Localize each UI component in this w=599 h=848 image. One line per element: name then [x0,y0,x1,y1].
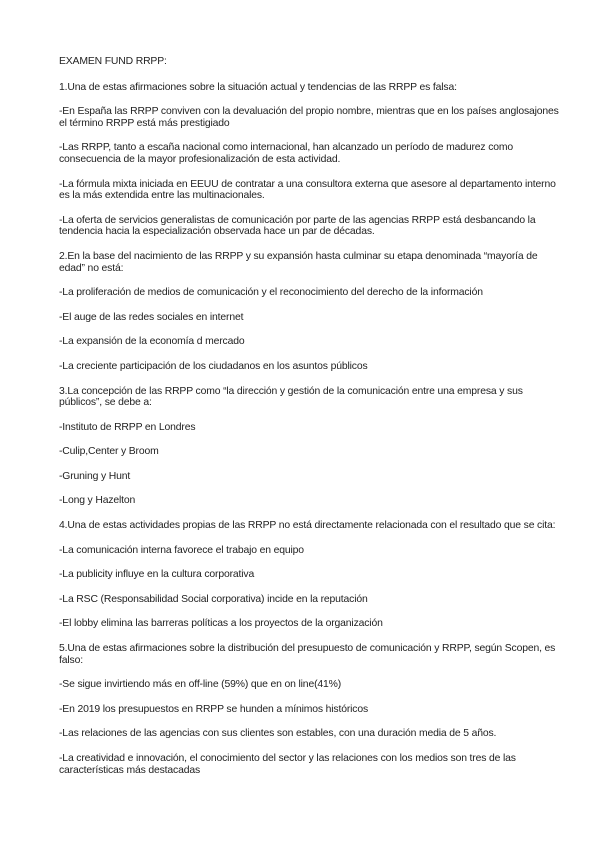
question-1-option-4: -La oferta de servicios generalistas de comunicación por parte de las agencias RRPP está desbancando la tendencia hacia la especialización observada hace un par de décadas. [59,214,536,238]
question-3-option-3: -Gruning y Hunt [59,470,131,482]
question-4-option-4: -El lobby elimina las barreras políticas a los proyectos de la organización [59,618,383,630]
question-1-option-3: -La fórmula mixta iniciada en EEUU de contratar a una consultora externa que asesore al departamento interno es la más extendida entre las multinacionales. [59,178,556,202]
question-5-option-1: -Se sigue invirtiendo más en off-line (59%) que en on line(41%) [59,679,342,691]
question-2-option-1: -La proliferación de medios de comunicación y el reconocimiento del derecho de la información [59,287,483,299]
question-1-option-1: -En España las RRPP conviven con la devaluación del propio nombre, mientras que en los países anglosajones el término RRPP está más prestigiado [59,106,559,129]
document-title: EXAMEN FUND RRPP: [59,56,167,67]
question-3-option-2: -Culip,Center y Broom [59,446,159,458]
question-5: 5.Una de estas afirmaciones sobre la distribución del presupuesto de comunicación y RRPP, según Scopen, es falso: [59,643,556,666]
question-4-option-3: -La RSC (Responsabilidad Social corporativa) incide en la reputación [59,593,368,605]
question-2-option-3: -La expansión de la economía d mercado [59,336,245,348]
question-2-option-4: -La creciente participación de los ciudadanos en los asuntos públicos [59,360,368,372]
question-1: 1.Una de estas afirmaciones sobre la situación actual y tendencias de las RRPP es falsa: [59,81,457,93]
question-5-option-2: -En 2019 los presupuestos en RRPP se hunden a mínimos históricos [59,703,369,715]
question-5-option-4: -La creatividad e innovación, el conocimiento del sector y las relaciones con los medios son tres de las características más destacadas [59,753,516,776]
question-3-option-1: -Instituto de RRPP en Londres [59,421,196,433]
question-4: 4.Una de estas actividades propias de las RRPP no está directamente relacionada con el resultado que se cita: [59,520,556,532]
question-1-option-2: -Las RRPP, tanto a escaña nacional como internacional, han alcanzado un período de madurez como consecuencia de la mayor profesionalización de esta actividad. [59,142,514,165]
question-3-option-4: -Long y Hazelton [59,495,136,507]
question-2-option-2: -El auge de las redes sociales en internet [59,311,244,323]
question-4-option-2: -La publicity influye en la cultura corporativa [59,569,255,581]
question-3: 3.La concepción de las RRPP como “la dirección y gestión de la comunicación entre una empresa y sus públicos”, se debe a: [59,385,523,409]
question-5-option-3: -Las relaciones de las agencias con sus clientes son estables, con una duración media de 5 años. [59,728,497,740]
question-2: 2.En la base del nacimiento de las RRPP y su expansión hasta culminar su etapa denominada “mayoría de edad” no está: [59,250,538,274]
question-4-option-1: -La comunicación interna favorece el trabajo en equipo [59,544,304,556]
